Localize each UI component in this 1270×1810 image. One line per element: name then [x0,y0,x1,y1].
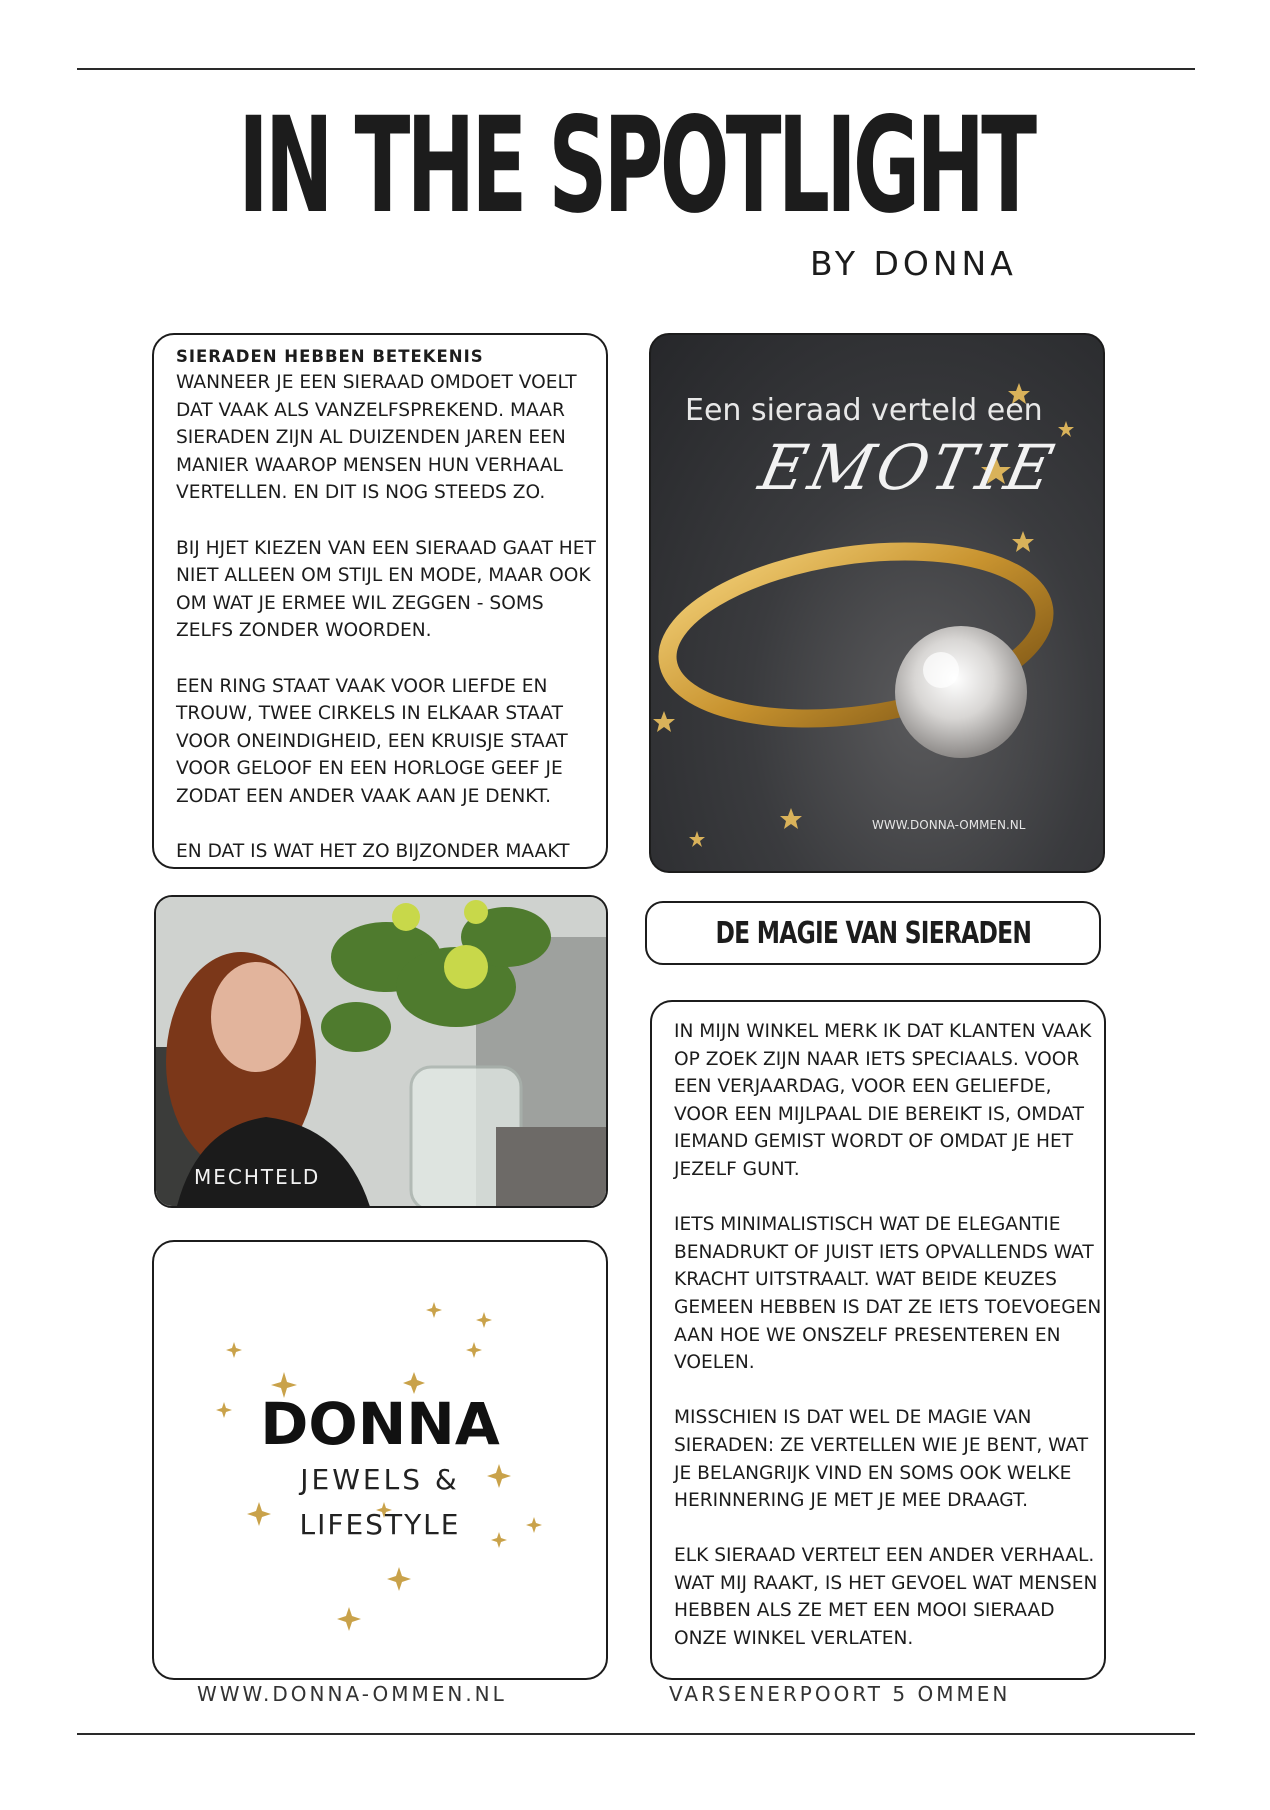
logo-brand: DONNA [260,1390,500,1458]
logo-box [152,1240,608,1680]
article-left-paragraph: BIJ HJET KIEZEN VAN EEN SIERAAD GAAT HET NIET ALLEEN OM STIJL EN MODE, MAAR OOK OM WAT JE ERMEE WIL ZEGGEN - SOMS ZELFS ZONDER WOORDEN. [176,537,596,642]
logo-line-3: LIFESTYLE [299,1508,461,1541]
article-right-heading: DE MAGIE VAN SIERADEN [715,915,1031,951]
article-left-box [152,333,608,869]
byline: BY DONNA [810,244,1017,283]
star-icon [1012,531,1034,552]
sparkle-decoration [154,1242,608,1680]
bottom-rule [77,1733,1195,1735]
article-left-paragraph: EN DAT IS WAT HET ZO BIJZONDER MAAKT [176,841,570,863]
sparkle-icon [476,1312,492,1328]
sparkle-icon [426,1302,442,1318]
sparkle-icon [226,1342,242,1358]
article-left-paragraph: EEN RING STAAT VAAK VOOR LIEFDE EN TROUW, TWEE CIRKELS IN ELKAAR STAAT VOOR ONEINDIGHEID, EEN KRUISJE STAAT VOOR GELOOF EN EEN HORLOGE GEEF JE ZODAT EEN ANDER VAAK AAN JE DENKT. [176,675,568,807]
article-right-body [674,1018,1104,1653]
portrait-caption: MECHTELD [194,1165,321,1189]
article-right-box [650,1000,1106,1680]
ring-photo-script: EMOTIE [753,431,1064,504]
footer-address: VARSENERPOORT 5 OMMEN [669,1682,1011,1706]
sparkle-icon [466,1342,482,1358]
page-title: IN THE SPOTLIGHT [238,89,1034,243]
sparkle-icon [337,1607,361,1631]
article-right-paragraph: MISSCHIEN IS DAT WEL DE MAGIE VAN SIERADEN: ZE VERTELLEN WIE JE BENT, WAT JE BELANGRIJK VIND EN SOMS OOK WELKE HERINNERING JE MET JE MEE DRAAGT. [674,1407,1089,1512]
logo-line-2: JEWELS & [300,1463,460,1496]
sparkle-icon [387,1567,411,1591]
article-right-paragraph: IN MIJN WINKEL MERK IK DAT KLANTEN VAAK OP ZOEK ZIJN NAAR IETS SPECIAALS. VOOR EEN VERJAARDAG, VOOR EEN GELIEFDE, VOOR EEN MIJLPAAL DIE BEREIKT IS, OMDAT IEMAND GEMIST WORDT OF OMDAT JE HET JEZELF GUNT. [674,1021,1092,1180]
article-right-heading-box [645,901,1101,965]
star-icon [689,831,705,847]
article-left-paragraph: WANNEER JE EEN SIERAAD OMDOET VOELT DAT VAAK ALS VANZELFSPREKEND. MAAR SIERADEN ZIJN AL DUIZENDEN JAREN EEN MANIER WAAROP MENSEN HUN VERHAAL VERTELLEN. EN DIT IS NOG STEEDS ZO. [176,372,577,504]
star-icon [653,711,675,732]
article-left-body [176,369,606,866]
ring-photo [649,333,1105,873]
article-right-paragraph: IETS MINIMALISTISCH WAT DE ELEGANTIE BENADRUKT OF JUIST IETS OPVALLENDS WAT KRACHT UITSTRAALT. WAT BEIDE KEUZES GEMEEN HEBBEN IS DAT ZE IETS TOEVOEGEN AAN HOE WE ONSZELF PRESENTEREN EN VOELEN. [674,1214,1102,1374]
article-right-paragraph: ELK SIERAAD VERTELT EEN ANDER VERHAAL. WAT MIJ RAAKT, IS HET GEVOEL WAT MENSEN HEBBEN ALS ZE MET EEN MOOI SIERAAD ONZE WINKEL VERLATEN. [674,1545,1098,1650]
top-rule [77,68,1195,70]
article-left-kicker: SIERADEN HEBBEN BETEKENIS [176,347,484,366]
star-icon [780,808,802,829]
portrait-photo-art [156,897,608,1208]
footer-website[interactable]: WWW.DONNA-OMMEN.NL [197,1682,507,1706]
ring-diamond [895,626,1027,758]
portrait-photo [154,895,608,1208]
ring-photo-headline: Een sieraad verteld een [685,393,1043,428]
ring-photo-url: WWW.DONNA-OMMEN.NL [872,818,1026,832]
